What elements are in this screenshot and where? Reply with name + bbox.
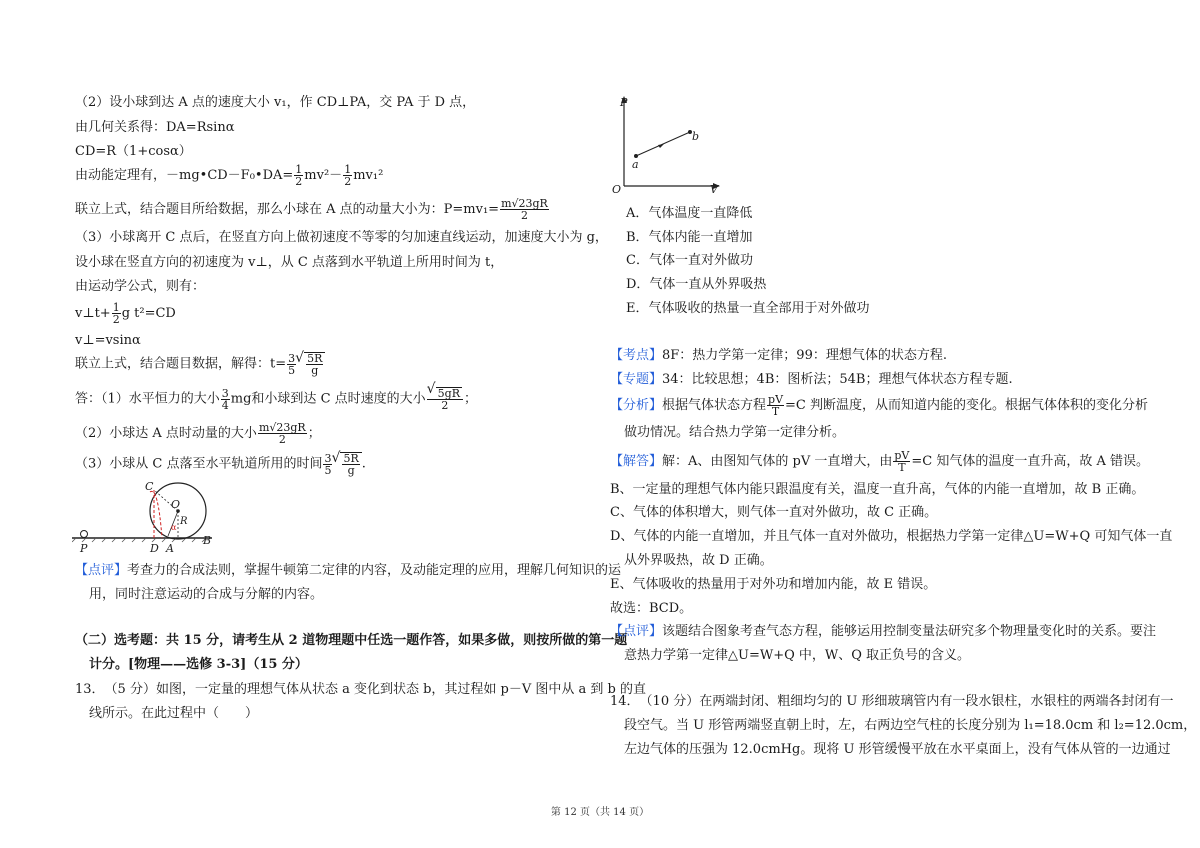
kaodian-line: 【考点】8F：热力学第一定律；99：理想气体的状态方程. [610,348,947,363]
right-column [600,0,1200,800]
comment-line: 用，同时注意运动的合成与分解的内容。 [89,587,324,602]
solution-line: v⊥=vsinα [75,333,141,348]
question-13: 13． （5 分）如图，一定量的理想气体从状态 a 变化到状态 b，其过程如 p－V 图中从 a 到 b 的直 [75,682,646,697]
solution-line: 由几何关系得：DA=Rsinα [75,120,235,135]
fraction: $\frac{3}{4}$ [221,386,229,412]
label-c: C [145,480,154,493]
question-14: 段空气。当 U 形管两端竖直朝上时，左，右两边空气柱的长度分别为 l₁=18.0cm 和 l₂=12.0cm， [624,718,1197,733]
question-14: 14． （10 分）在两端封闭、粗细均匀的 U 形细玻璃管内有一段水银柱，水银柱的两端各封闭有一 [610,694,1174,709]
label-a: A [166,542,174,555]
fraction: $\frac{m√23gR}{2}$ [501,197,548,222]
axis-p: P [620,96,628,109]
solution-line: 设小球在竖直方向的初速度为 v⊥，从 C 点落到水平轨道上所用时间为 t， [75,255,504,270]
solution-line: B、一定量的理想气体内能只跟温度有关，温度一直升高，气体的内能一直增加，故 B 正确。 [610,482,1145,497]
comment-line: 【点评】考查力的合成法则，掌握牛顿第二定律的内容，及动能定理的应用，理解几何知识的运 [75,563,622,578]
label-o: O [171,498,181,511]
zhuanti-line: 【专题】34：比较思想；4B：图析法；54B；理想气体状态方程专题. [610,372,1013,387]
fraction: $\frac{1}{2}$ [344,163,352,188]
comment-line: 意热力学第一定律△U=W+Q 中，W、Q 取正负号的含义。 [624,648,971,663]
comment-line: 【点评】该题结合图象考查气态方程，能够运用控制变量法研究多个物理量变化时的关系。要注 [610,624,1157,639]
section-heading: （二）选考题：共 15 分，请考生从 2 道物理题中任选一题作答，如果多做，则按所做的第一题 [75,633,628,648]
momentum-equation: 联立上式，结合题目所给数据，那么小球在 A 点的动量大小为：P=mv₁= $\frac{m√23gR}{2}$ [75,197,548,222]
origin-o: O [612,183,622,194]
option-d: D．气体一直从外界吸热 [626,277,767,292]
label-d: D [150,542,159,555]
label-r: R [180,516,188,527]
solution-line: C、气体的体积增大，则气体一直对外做功，故 C 正确。 [610,505,938,520]
label-alpha: α [171,523,177,532]
point-b: b [692,130,700,143]
option-e: E．气体吸收的热量一直全部用于对外做功 [626,301,870,316]
solution-line: D、气体的内能一直增加，并且气体一直对外做功，根据热力学第一定律△U=W+Q 可知气体一直 [610,529,1173,544]
energy-equation: 由动能定理有，－mg•CD－F₀•DA= $\frac{1}{2}$ mv²－ $\frac{1}{2}$ mv₁² [75,163,384,188]
fraction: $\frac{3}{5}$ [324,451,332,477]
solution-line: （2）设小球到达 A 点的速度大小 v₁，作 CD⊥PA，交 PA 于 D 点， [75,95,476,110]
time-equation: 联立上式，结合题目数据，解得：t= $\frac{3}{5}$ √ $\frac{5R}{g}$ [75,352,325,376]
track-circle-diagram [72,478,222,558]
option-a: A．气体温度一直降低 [626,206,753,221]
answer-2: （2）小球达 A 点时动量的大小 $\frac{m√23gR}{2}$ ； [75,421,321,446]
point-a: a [632,158,639,171]
fraction: $\frac{3}{5}$ [288,351,296,377]
solution-line: 从外界吸热，故 D 正确。 [624,553,773,568]
jieda-line: 【解答】解：A、由图知气体的 pV 一直增大，由 $\frac{pV}{T}$ =C 知气体的温度一直升高，故 A 错误。 [610,449,1150,474]
answer-1: 答：（1）水平恒力的大小 $\frac{3}{4}$ mg和小球到达 C 点时速度的大小 √ $\frac{5gR}{2}$ ； [75,387,477,411]
label-p: P [80,542,88,555]
fraction: $\frac{1}{2}$ [295,163,303,188]
fenxi-line: 【分析】根据气体状态方程 $\frac{pV}{T}$ =C 判断温度，从而知道内能的变化。根据气体体积的变化分析 [610,393,1149,418]
solution-line: E、气体吸收的热量用于对外功和增加内能，故 E 错误。 [610,577,937,592]
label-b: B [203,534,212,547]
choice-line: 故选：BCD。 [610,601,693,616]
page-footer: 第 12 页（共 14 页） [550,807,650,818]
fenxi-line: 做功情况。结合热力学第一定律分析。 [624,425,846,440]
solution-line: （3）小球离开 C 点后，在竖直方向上做初速度不等零的匀加速直线运动，加速度大小为 g， [75,230,608,245]
pv-diagram [612,94,722,194]
answer-3: （3）小球从 C 点落至水平轨道所用的时间 $\frac{3}{5}$ √ $\frac{5R}{g}$ . [75,452,366,476]
solution-line: CD=R（1+cosα） [75,144,192,159]
option-b: B．气体内能一直增加 [626,230,753,245]
fraction: √ $\frac{5gR}{2}$ [427,387,463,411]
section-heading: 计分。[物理——选修 3-3]（15 分） [89,657,308,672]
solution-line: 由运动学公式，则有： [75,279,206,294]
question-14: 左边气体的压强为 12.0cmHg。现将 U 形管缓慢平放在水平桌面上，没有气体从管的一边通过 [624,742,1171,757]
question-13: 线所示。在此过程中（ ） [89,706,259,721]
axis-v: V [710,183,718,194]
kinematics-equation: v⊥t+ $\frac{1}{2}$ g t²=CD [75,301,176,326]
comment-tag: 【点评】 [75,563,128,578]
fraction: $\frac{1}{2}$ [112,301,120,326]
fraction: $\frac{m√23gR}{2}$ [258,421,306,446]
option-c: C．气体一直对外做功 [626,253,753,268]
